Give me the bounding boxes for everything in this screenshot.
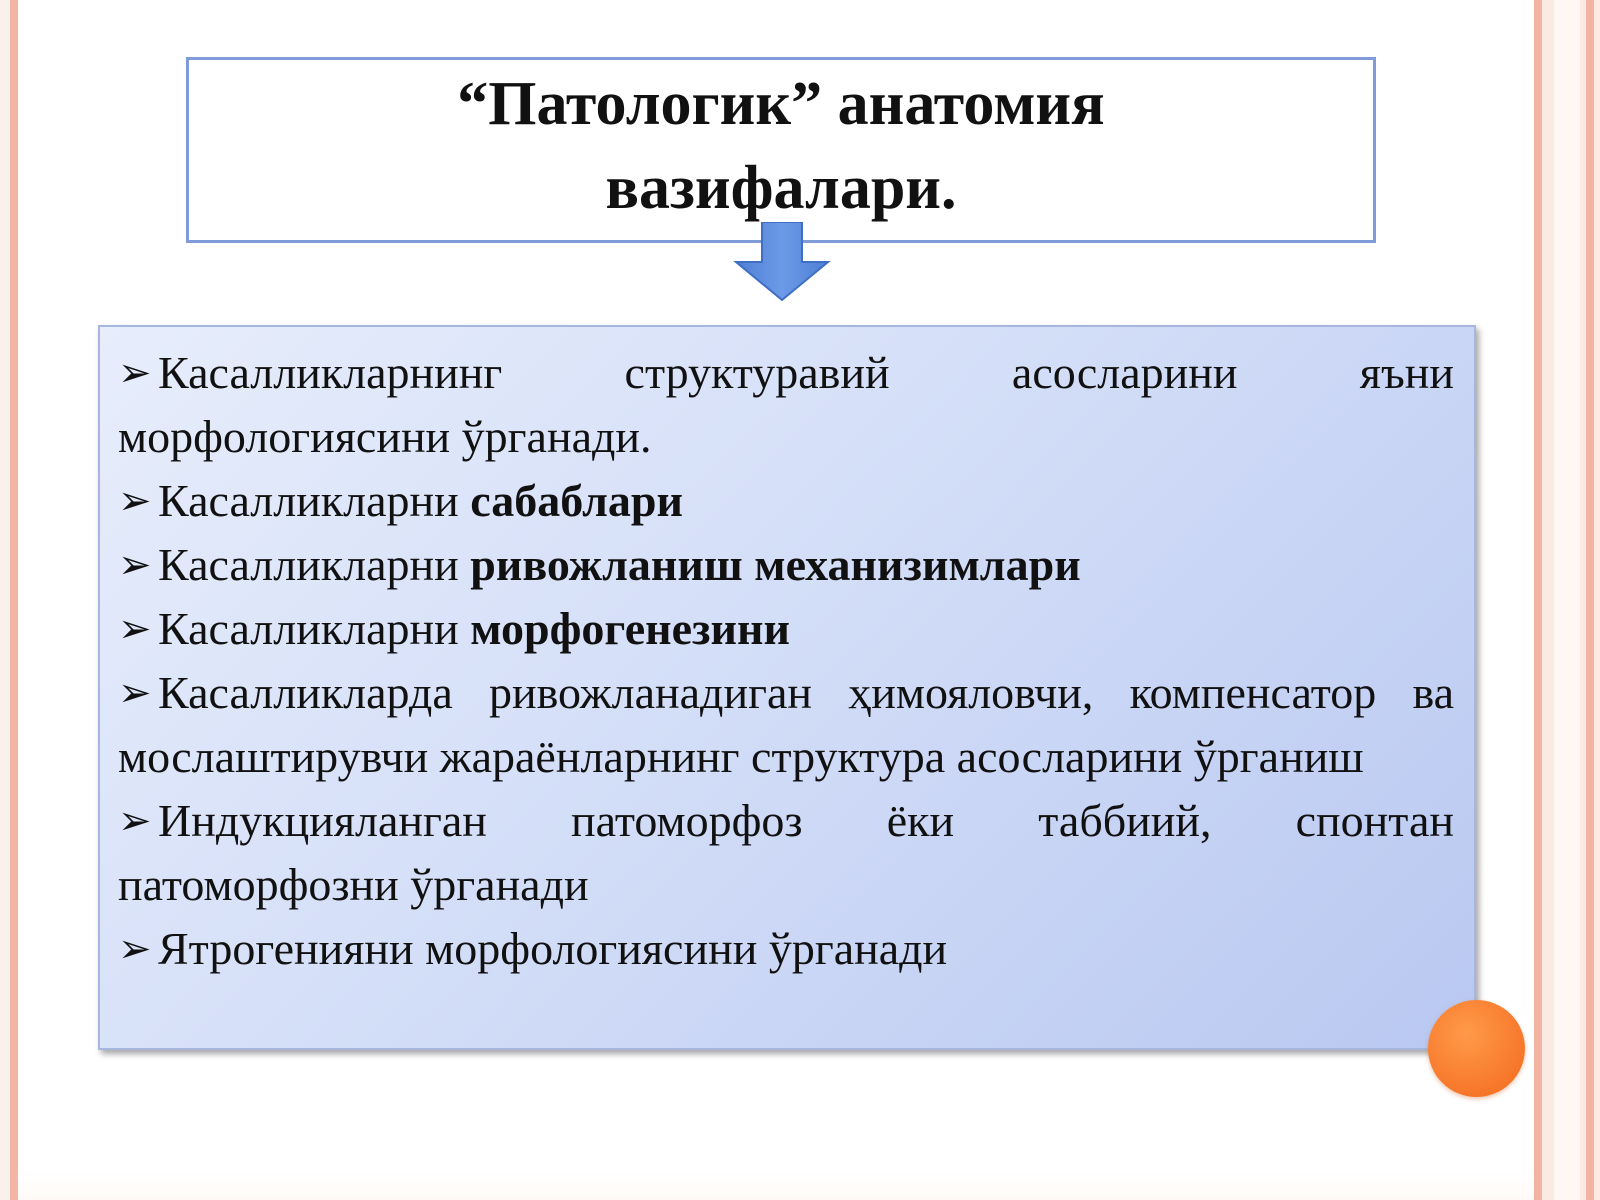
arrow-bullet-icon: ➢ (118, 350, 152, 395)
list-item (118, 469, 1454, 533)
tasks-content-box (98, 325, 1476, 1050)
bottom-decorative-strip (18, 1172, 1534, 1200)
title-box (186, 57, 1376, 243)
right-stripe-inner (1586, 0, 1594, 1200)
list-item (118, 917, 1454, 981)
left-decorative-band (0, 0, 10, 1200)
list-item-text: Касалликларни (158, 475, 471, 526)
list-item-text: Касалликларда ривожланадиган ҳимояловчи, компенсатор ва мослаштирувчи жараёнларнинг структура асосларини ўрганиш (118, 667, 1454, 782)
orange-circle-decoration (1428, 1000, 1525, 1097)
list-item-text: Ятрогенияни морфологиясини ўрганади (158, 923, 948, 974)
arrow-bullet-icon: ➢ (118, 542, 152, 587)
list-item (118, 533, 1454, 597)
arrow-bullet-icon: ➢ (118, 670, 152, 715)
list-item-bold-text: ривожланиш механизимлари (470, 539, 1081, 590)
tasks-list (118, 341, 1454, 981)
list-item-text: Касалликларни (158, 603, 471, 654)
list-item (118, 789, 1454, 917)
list-item-text: Индукцияланган патоморфоз ёки таббиий, спонтан патоморфозни ўрганади (118, 795, 1454, 910)
arrow-bullet-icon: ➢ (118, 478, 152, 523)
right-stripe-middle (1554, 0, 1580, 1200)
arrow-bullet-icon: ➢ (118, 606, 152, 651)
arrow-bullet-icon: ➢ (118, 798, 152, 843)
right-decorative-band (1534, 0, 1600, 1200)
list-item-bold-text: морфогенезини (470, 603, 791, 654)
list-item (118, 597, 1454, 661)
list-item (118, 661, 1454, 789)
list-item (118, 341, 1454, 469)
list-item-text: Касалликларни (158, 539, 471, 590)
arrow-bullet-icon: ➢ (118, 926, 152, 971)
slide-title: “Патологик” анатомия вазифалари. (457, 70, 1105, 222)
right-stripe-outer (1534, 0, 1542, 1200)
list-item-text: Касалликларнинг структуравий асосларини яъни морфологиясини ўрганади. (118, 347, 1454, 462)
down-arrow-icon (728, 222, 836, 304)
list-item-bold-text: сабаблари (470, 475, 684, 526)
